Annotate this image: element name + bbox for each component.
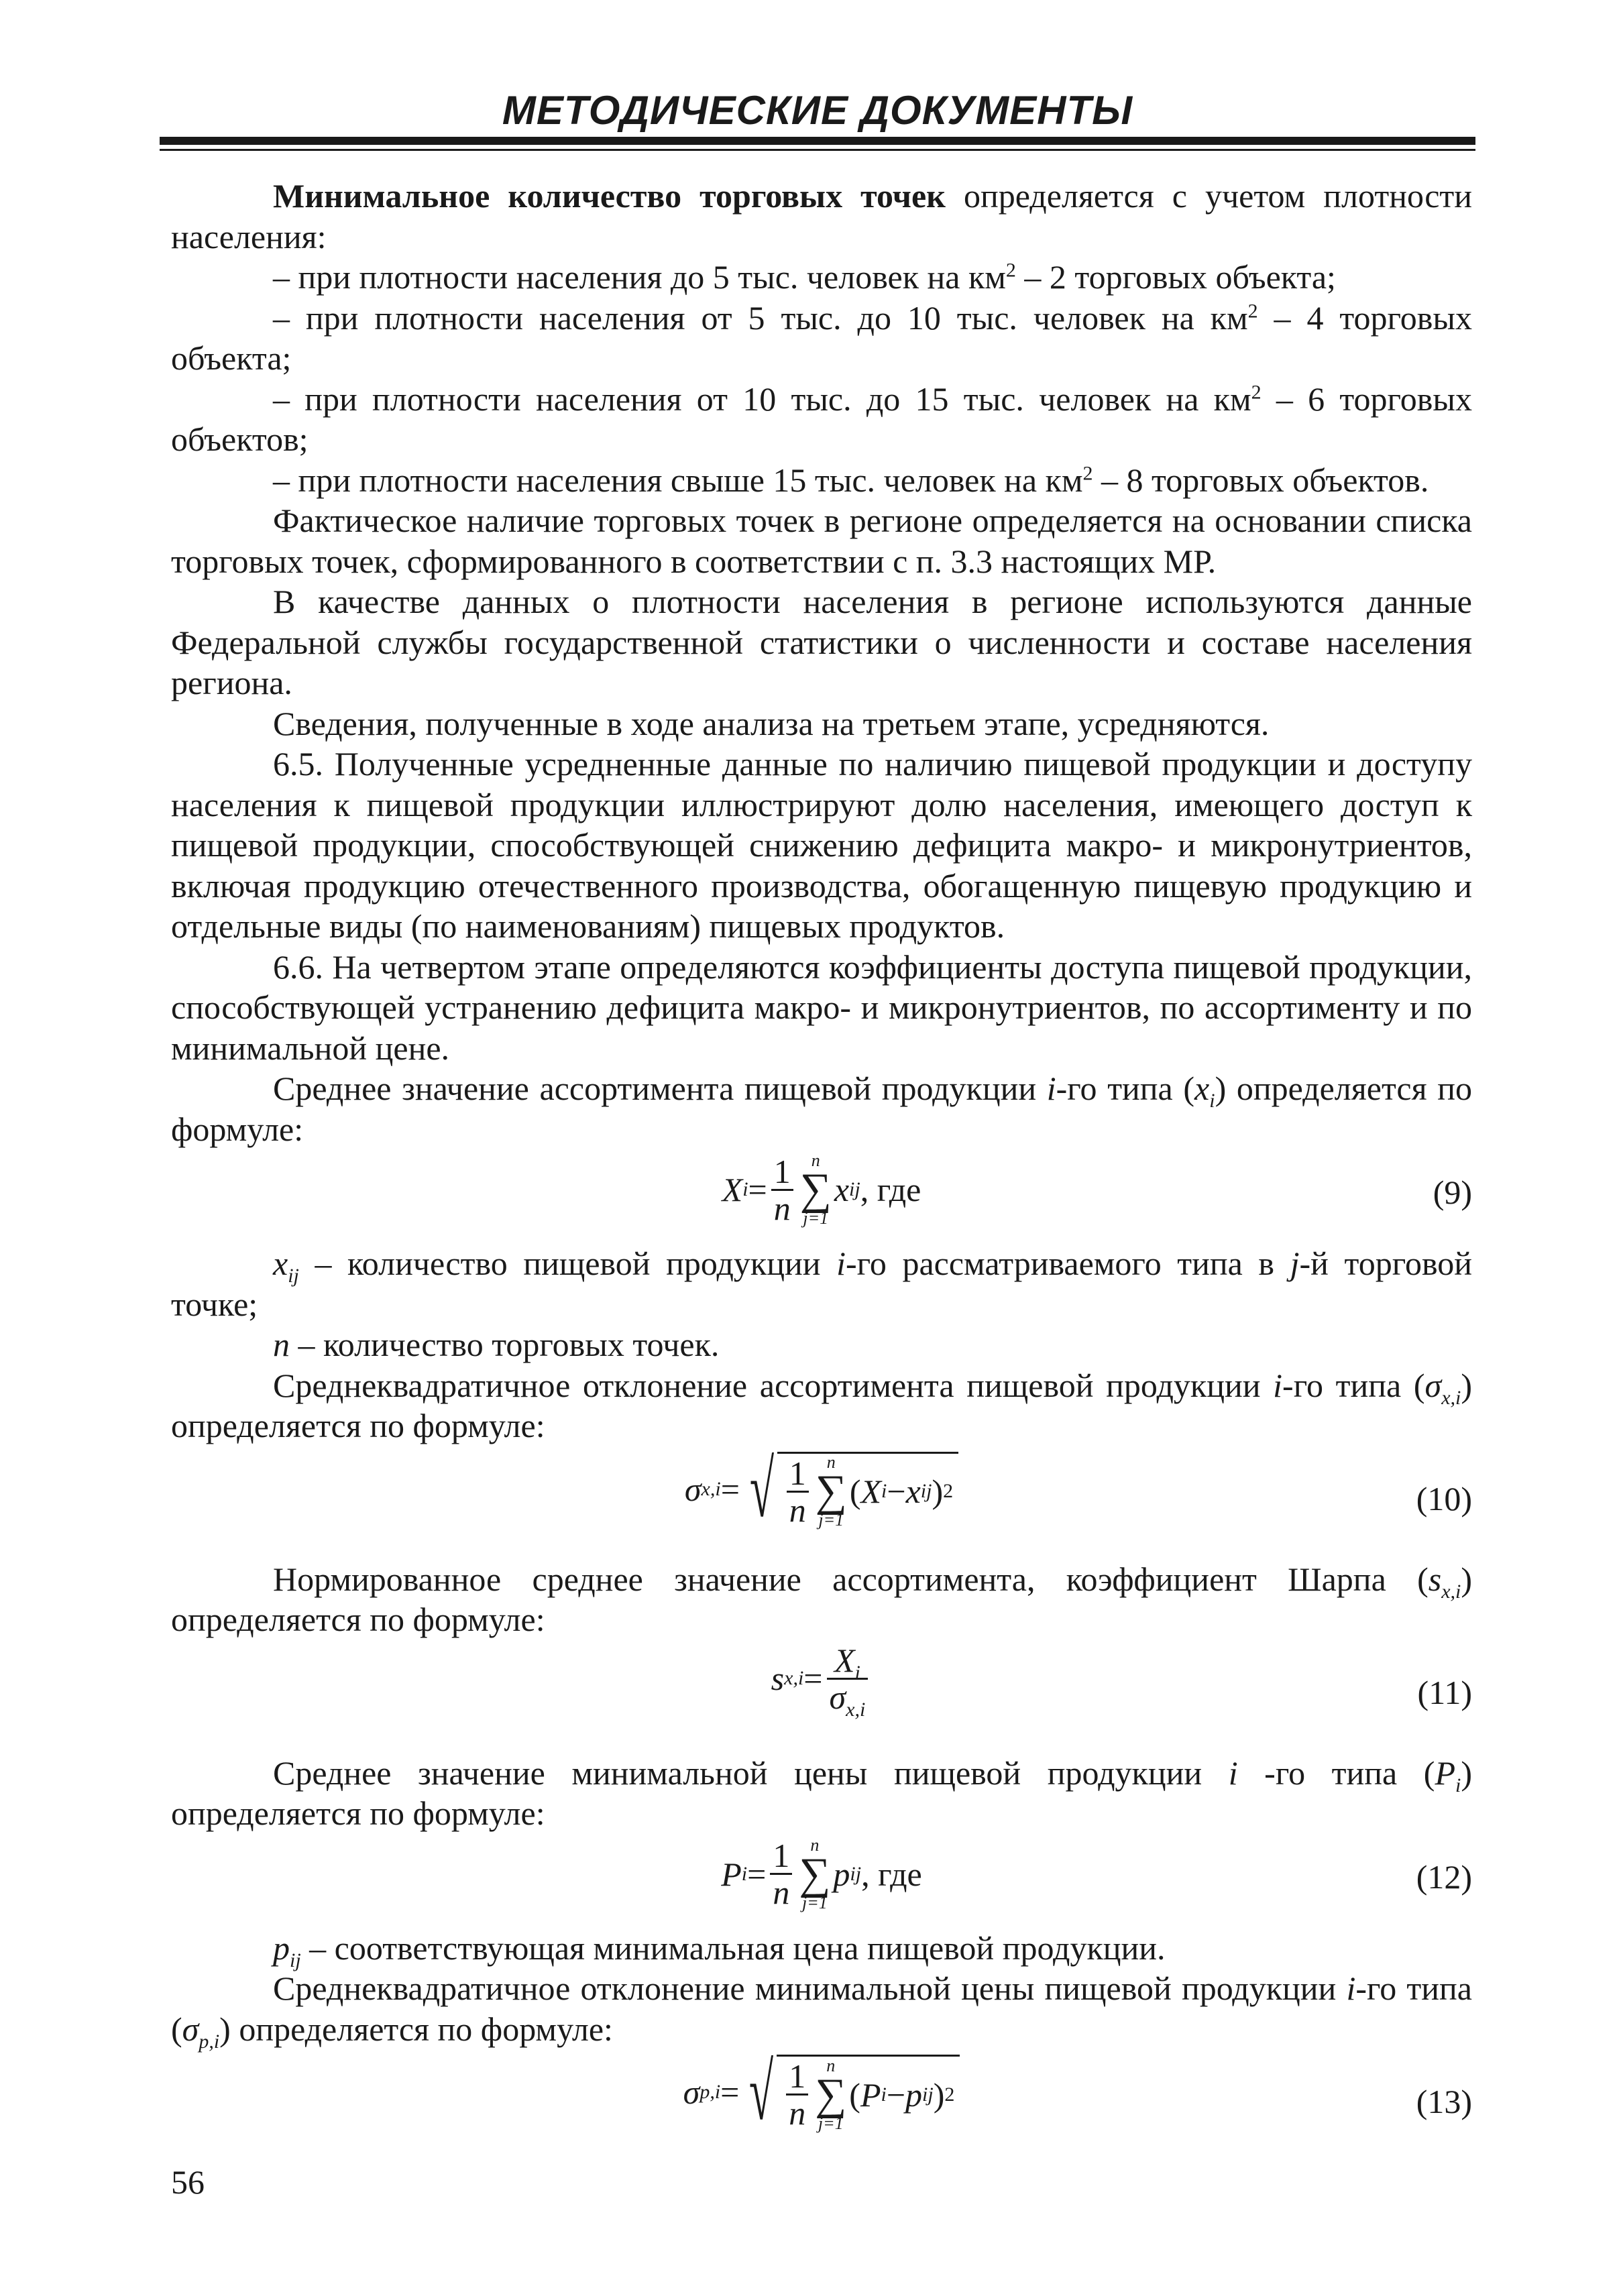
list-item-4-tail: – 8 торговых объектов. — [1093, 461, 1429, 499]
numerator: 1 — [773, 1837, 790, 1874]
formula-lhs-sub: x,i — [784, 1667, 804, 1689]
formula-number: (13) — [1416, 2083, 1472, 2120]
formula-lhs: s — [771, 1660, 785, 1697]
formula-11 — [171, 1643, 1472, 1747]
numerator: X — [834, 1641, 855, 1679]
numerator: 1 — [773, 1152, 791, 1190]
var: p — [273, 1929, 290, 1967]
header-rule-thick — [160, 137, 1475, 145]
sum-bottom: j=1 — [803, 1208, 829, 1228]
formula-12 — [171, 1837, 1472, 1922]
var: σ — [1424, 1366, 1442, 1404]
var: P — [1435, 1754, 1456, 1792]
var: i — [1228, 1754, 1238, 1792]
sum-top: n — [826, 2055, 836, 2075]
formula-term-sub: ij — [849, 1178, 860, 1200]
equals-sign: = — [747, 1855, 767, 1893]
sum-sign — [799, 1837, 830, 1912]
running-header: МЕТОДИЧЕСКИЕ ДОКУМЕНТЫ — [502, 88, 1133, 133]
text: ) определяется по формуле: — [171, 1070, 1472, 1148]
denominator: σ — [829, 1678, 846, 1716]
text: Среднее значение минимальной цены пищевой продукции — [273, 1754, 1229, 1792]
formula-10 — [171, 1444, 1472, 1554]
fraction — [827, 1641, 869, 1721]
var-sub: x,i — [1441, 1580, 1461, 1603]
list-item-1-tail: – 2 торговых объекта; — [1015, 258, 1336, 296]
var-sub: ij — [290, 1949, 301, 1971]
body-text — [171, 176, 1472, 2162]
formula-lhs-sub: i — [741, 1862, 748, 1885]
superscript: 2 — [1082, 461, 1093, 484]
formula-term-sub: i — [881, 1480, 887, 1502]
sigma-glyph: ∑ — [799, 1165, 832, 1214]
formula-term-sub: ij — [922, 2083, 934, 2106]
square-root: √ $\frac{1}{n}$ n ∑ j=1 ( P i − p ij ) 2 — [739, 2052, 960, 2132]
sum-bottom: j=1 — [801, 1892, 828, 1912]
sum-bottom: j=1 — [818, 1510, 844, 1530]
list-item-2 — [171, 298, 1472, 379]
numerator: 1 — [789, 1454, 806, 1492]
sigma-glyph: ∑ — [799, 1849, 831, 1898]
paren: ( — [849, 1473, 861, 1510]
formula-lhs: σ — [683, 2073, 700, 2111]
formula-lhs-sub: p,i — [699, 2081, 721, 2103]
text: – количество пищевой продукции — [298, 1245, 837, 1282]
minus-sign: − — [886, 2075, 906, 2114]
sum-sign — [815, 2057, 846, 2132]
formula-lhs: P — [721, 1855, 742, 1893]
formula-13 — [171, 2047, 1472, 2157]
numerator: 1 — [789, 2057, 806, 2095]
formula-lhs-sub: i — [742, 1178, 748, 1200]
intro-paragraph — [171, 176, 1472, 257]
paragraph-mean-price — [171, 1753, 1472, 1834]
list-item-3-tail: – 6 торговых объектов; — [171, 380, 1473, 458]
text: ) определяется по формуле: — [171, 1560, 1472, 1638]
list-item-4-text: – при плотности населения свыше 15 тыс. человек на км — [273, 461, 1083, 499]
text: – соответствующая минимальная цена пищевой продукции. — [300, 1929, 1166, 1967]
superscript: 2 — [1251, 380, 1262, 403]
paragraph-sharpe — [171, 1559, 1472, 1640]
var: i — [836, 1245, 846, 1282]
paren: ( — [849, 2075, 860, 2114]
formula-tail: , где — [860, 1171, 921, 1208]
list-item-3 — [171, 379, 1472, 460]
paragraph-std-assortment — [171, 1365, 1472, 1446]
text: Среднеквадратичное отклонение ассортимента пищевой продукции — [273, 1366, 1274, 1404]
header-rule-thin — [160, 149, 1475, 151]
var: i — [1273, 1366, 1283, 1404]
var-sub: x,i — [1441, 1386, 1461, 1409]
var: j — [1290, 1245, 1300, 1282]
var-x: x — [1194, 1070, 1210, 1107]
definition-pij — [171, 1928, 1472, 1969]
paragraph-1: Фактическое наличие торговых точек в регионе определяется на основании списка торговых точек, сформированного в соответствии с п. 3.3 настоящих МР. — [171, 502, 1472, 580]
fraction — [770, 1838, 792, 1910]
formula-term-sub: i — [881, 2083, 887, 2106]
sum-bottom: j=1 — [818, 2113, 844, 2133]
list-item-2-tail: – 4 торговых объекта; — [171, 298, 1473, 377]
var-sub: i — [1209, 1090, 1215, 1112]
formula-term-sub: ij — [920, 1480, 932, 1502]
paragraph-mean-assortment — [171, 1068, 1472, 1149]
text: ) определяется по формуле: — [171, 1366, 1472, 1444]
paragraph-std-price — [171, 1968, 1472, 2053]
text: ) определяется по формуле: — [219, 2010, 613, 2048]
var: σ — [182, 2010, 199, 2048]
paragraph-2: В качестве данных о плотности населения в регионе используются данные Федеральной службы государственной статистики о численности и составе населения региона. — [171, 583, 1472, 701]
formula-term: x — [834, 1171, 850, 1208]
text: – количество торговых точек. — [290, 1326, 720, 1363]
denominator: n — [771, 1189, 793, 1226]
sum-sign — [816, 1454, 847, 1529]
numerator-sub: i — [854, 1661, 860, 1684]
equals-sign: = — [720, 2073, 740, 2111]
definition-xij — [171, 1243, 1472, 1324]
sum-top: n — [811, 1151, 820, 1170]
formula-tail: , где — [861, 1855, 922, 1893]
equals-sign: = — [720, 1470, 740, 1508]
superscript: 2 — [1005, 259, 1016, 282]
denominator-sub: x,i — [846, 1698, 866, 1721]
text: Среднее значение ассортимента пищевой продукции — [273, 1070, 1047, 1107]
intro-bold: Минимальное количество торговых точек — [273, 177, 946, 215]
var-sub: i — [1455, 1774, 1461, 1796]
paren: ) — [933, 2075, 945, 2114]
var: x — [273, 1245, 288, 1282]
var: i — [1346, 1969, 1356, 2007]
list-item-1-text: – при плотности населения до 5 тыс. человек на км — [273, 258, 1006, 296]
var: n — [273, 1326, 290, 1363]
sigma-glyph: ∑ — [815, 2069, 847, 2119]
denominator: n — [770, 1873, 792, 1910]
square-root: √ $\frac{1}{n}$ n ∑ j=1 ( X i − x ij ) 2 — [740, 1449, 958, 1530]
paren: ) — [932, 1473, 944, 1510]
radical-glyph: √ — [749, 1444, 774, 1534]
formula-term: P — [860, 2075, 881, 2114]
fraction — [787, 1456, 809, 1528]
minus-sign: − — [887, 1473, 906, 1510]
text: ) определяется по формуле: — [171, 1754, 1473, 1832]
text: Нормированное среднее значение ассортимента, коэффициент Шарпа ( — [273, 1560, 1429, 1598]
text: -го типа ( — [1282, 1366, 1425, 1404]
intro-rest: определяется с учетом плотности населения: — [171, 177, 1472, 255]
formula-number: (11) — [1417, 1673, 1472, 1711]
formula-term: p — [833, 1855, 850, 1893]
text: -го типа ( — [1237, 1754, 1435, 1792]
text: -й торговой точке; — [171, 1245, 1473, 1323]
fraction — [786, 2059, 808, 2130]
sum-top: n — [826, 1452, 836, 1472]
equals-sign: = — [803, 1660, 823, 1697]
var-sub: ij — [288, 1265, 299, 1287]
list-item-3-text: – при плотности населения от 10 тыс. до 15 тыс. человек на км — [273, 380, 1251, 418]
text: Среднеквадратичное отклонение минимальной цены пищевой продукции — [273, 1969, 1347, 2007]
text: -го типа ( — [171, 1969, 1472, 2048]
fraction — [771, 1154, 793, 1226]
formula-term: x — [905, 1473, 921, 1510]
text: -го рассматриваемого типа в — [845, 1245, 1290, 1282]
denominator: n — [786, 2093, 808, 2130]
formula-number: (9) — [1433, 1173, 1472, 1211]
sum-sign — [800, 1152, 832, 1227]
formula-term: X — [860, 1473, 882, 1510]
definition-n — [171, 1324, 1472, 1365]
paragraph-6-5: 6.5. Полученные усредненные данные по наличию пищевой продукции и доступу населения к пищевой продукции иллюстрируют долю населения, имеющего доступ к пищевой продукции, способствующей снижению дефицита макро- и микронутриентов, включая продукцию отечественного производства, обогащенную пищевую продукцию и отдельные виды (по наименованиям) пищевых продуктов. — [171, 745, 1472, 945]
var-sub: p,i — [199, 2030, 220, 2053]
formula-lhs: X — [722, 1171, 743, 1208]
sigma-glyph: ∑ — [815, 1467, 847, 1515]
formula-9 — [171, 1152, 1472, 1238]
formula-term-sub: ij — [850, 1862, 862, 1885]
formula-number: (12) — [1416, 1857, 1472, 1896]
sum-top: n — [810, 1835, 820, 1855]
formula-lhs-sub: x,i — [701, 1477, 721, 1500]
list-item-1 — [171, 257, 1472, 298]
radical-glyph: √ — [749, 2047, 774, 2136]
superscript: 2 — [1247, 299, 1258, 322]
list-item-4 — [171, 460, 1472, 501]
var-i: i — [1046, 1070, 1056, 1107]
formula-number: (10) — [1416, 1479, 1472, 1517]
paragraph-6-6: 6.6. На четвертом этапе определяются коэффициенты доступа пищевой продукции, способствующей устранению дефицита макро- и микронутриентов, по ассортименту и по минимальной цене. — [171, 948, 1472, 1067]
list-item-2-text: – при плотности населения от 5 тыс. до 10 тыс. человек на км — [273, 298, 1248, 337]
text: -го типа ( — [1056, 1070, 1195, 1107]
paragraph-3: Сведения, полученные в ходе анализа на третьем этапе, усредняются. — [273, 704, 1270, 742]
equals-sign: = — [748, 1171, 767, 1208]
formula-lhs: σ — [684, 1470, 702, 1508]
formula-term: p — [905, 2075, 923, 2114]
denominator: n — [787, 1491, 809, 1528]
page-number: 56 — [171, 2163, 205, 2201]
var: s — [1428, 1560, 1442, 1598]
